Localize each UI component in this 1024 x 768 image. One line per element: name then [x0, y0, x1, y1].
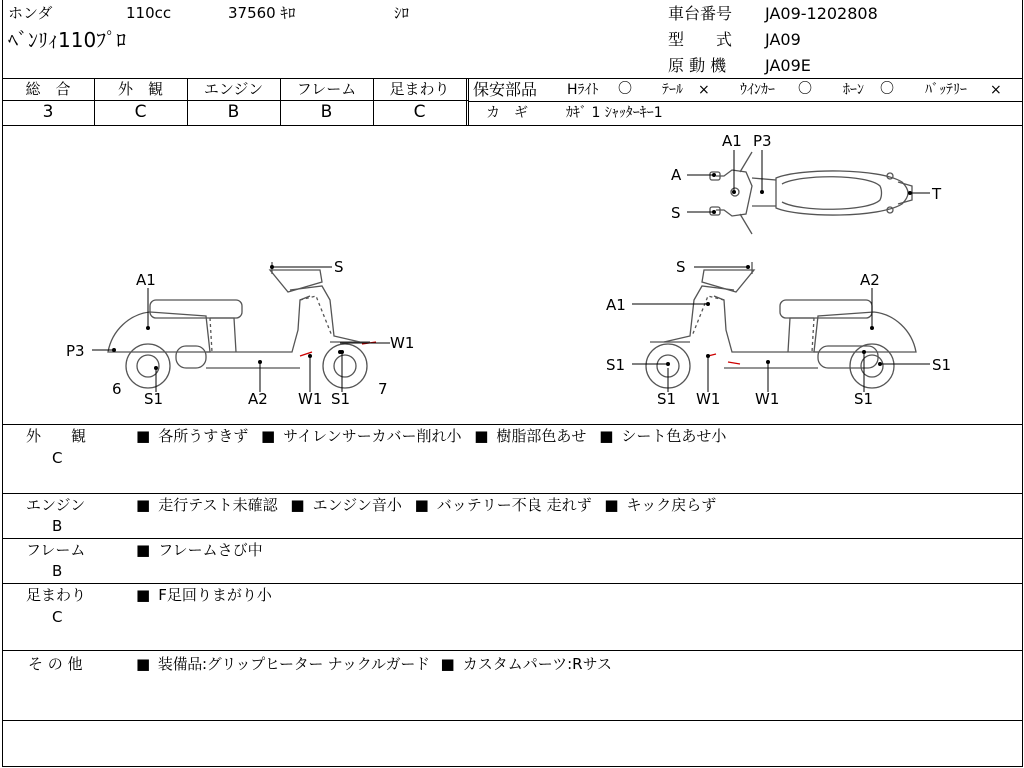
right-label-s1d: S1 — [854, 390, 874, 408]
key-label: カ ギ — [486, 105, 528, 121]
color: ｼﾛ — [394, 4, 410, 22]
detail-item: ■ シート色あせ小 — [599, 427, 726, 445]
key-value: ｶｷﾞ 1 ｼｬｯﾀｰｷｰ1 — [566, 105, 663, 121]
rule — [2, 720, 1022, 721]
detail-label-exterior: 外 観 — [26, 427, 87, 445]
grade-total: 3 — [42, 102, 54, 122]
left-label-a1: A1 — [136, 271, 156, 289]
detail-grade-suspension: C — [52, 608, 63, 626]
right-label-a2: A2 — [860, 271, 880, 289]
top-label-a: A — [671, 166, 682, 184]
top-view-scooter — [710, 152, 912, 234]
frame-no-label: 車台番号 — [668, 4, 733, 23]
safety-horn-mark: 〇 — [880, 81, 894, 97]
left-label-6: 6 — [112, 380, 122, 398]
grade-header-exterior: 外 観 — [117, 80, 163, 98]
detail-label-frame: フレーム — [26, 541, 86, 559]
engine-value: JA09E — [765, 56, 811, 75]
left-label-w1b: W1 — [298, 390, 323, 408]
detail-item: ■ 走行テスト未確認 — [136, 496, 278, 514]
left-label-s: S — [334, 258, 344, 276]
right-label-s1a: S1 — [606, 356, 626, 374]
right-label-w1a: W1 — [696, 390, 721, 408]
frame-no: JA09-1202808 — [765, 4, 878, 23]
detail-grade-frame: B — [52, 562, 63, 580]
detail-item: ■ 各所うすきず — [136, 427, 248, 445]
detail-items-suspension — [136, 588, 272, 603]
detail-item: ■ キック戻らず — [604, 496, 716, 514]
grade-suspension: C — [413, 102, 426, 122]
right-label-s: S — [676, 258, 686, 276]
detail-item: ■ バッテリー不良 走れず — [415, 496, 592, 514]
top-label-p3: P3 — [753, 132, 772, 150]
grade-engine: B — [227, 102, 240, 122]
safety-battery-mark: × — [990, 82, 1002, 98]
detail-grade-engine: B — [52, 517, 63, 535]
detail-grade-exterior: C — [52, 449, 63, 467]
grade-header-suspension: 足まわり — [389, 80, 450, 98]
detail-label-engine: エンジン — [26, 496, 86, 514]
grade-header-total: 総 合 — [25, 80, 71, 98]
detail-item: ■ エンジン音小 — [290, 496, 401, 514]
safety-winker: ｳｲﾝｶｰ — [740, 82, 775, 98]
damage-diagram — [0, 126, 1024, 424]
detail-item: ■ F足回りまがり小 — [136, 586, 272, 604]
detail-item: ■ 樹脂部色あせ — [474, 427, 586, 445]
detail-label-other: そ の 他 — [28, 655, 83, 673]
rule — [2, 78, 1022, 79]
detail-label-suspension: 足まわり — [26, 586, 87, 604]
rule — [2, 493, 1022, 494]
left-label-a2: A2 — [248, 390, 268, 408]
left-label-w1: W1 — [390, 334, 415, 352]
grade-header-engine: エンジン — [203, 80, 264, 98]
right-label-s1b: S1 — [932, 356, 952, 374]
grade-frame: B — [320, 102, 333, 122]
grade-header-frame: フレーム — [296, 80, 357, 98]
rule — [2, 424, 1022, 425]
grade-exterior: C — [134, 102, 147, 122]
top-label-s: S — [671, 204, 681, 222]
detail-item: ■ カスタムパーツ:Rサス — [441, 655, 612, 673]
left-label-7: 7 — [378, 380, 388, 398]
safety-taillight: ﾃｰﾙ — [662, 82, 683, 98]
right-label-w1b: W1 — [755, 390, 780, 408]
rule — [2, 583, 1022, 584]
right-label-s1c: S1 — [657, 390, 677, 408]
displacement: 110cc — [126, 4, 172, 22]
rule — [2, 538, 1022, 539]
safety-winker-mark: 〇 — [798, 81, 812, 97]
detail-items-other — [136, 657, 612, 672]
right-label-a1: A1 — [606, 296, 626, 314]
safety-horn: ﾎｰﾝ — [843, 82, 864, 98]
rule — [466, 78, 467, 125]
safety-battery: ﾊﾞｯﾃﾘｰ — [925, 82, 967, 98]
left-label-s1a: S1 — [144, 390, 164, 408]
top-label-t: T — [932, 185, 942, 203]
detail-items-exterior — [136, 429, 726, 444]
safety-headlight-mark: 〇 — [618, 81, 632, 97]
detail-item: ■ フレームさび中 — [136, 541, 263, 559]
rule — [468, 101, 1022, 102]
safety-label: 保安部品 — [473, 80, 538, 99]
rule — [2, 100, 468, 101]
left-label-s1b: S1 — [331, 390, 351, 408]
detail-items-engine — [136, 498, 716, 513]
detail-item: ■ 装備品:グリップヒーター ナックルガード — [136, 655, 430, 673]
type-value: JA09 — [765, 30, 801, 49]
left-label-p3: P3 — [66, 342, 85, 360]
rule — [468, 78, 469, 125]
model-name: ﾍﾞﾝﾘｨ110ﾌﾟﾛ — [8, 28, 127, 52]
safety-taillight-mark: × — [698, 82, 710, 98]
mileage: 37560 ｷﾛ — [228, 4, 296, 22]
rule — [2, 650, 1022, 651]
top-label-a1: A1 — [722, 132, 742, 150]
maker: ホンダ — [8, 4, 53, 22]
safety-headlight: Hﾗｲﾄ — [567, 82, 599, 98]
detail-items-frame — [136, 543, 263, 558]
type-label: 型 式 — [668, 30, 733, 49]
engine-label: 原 動 機 — [668, 56, 727, 75]
detail-item: ■ サイレンサーカバー削れ小 — [261, 427, 461, 445]
